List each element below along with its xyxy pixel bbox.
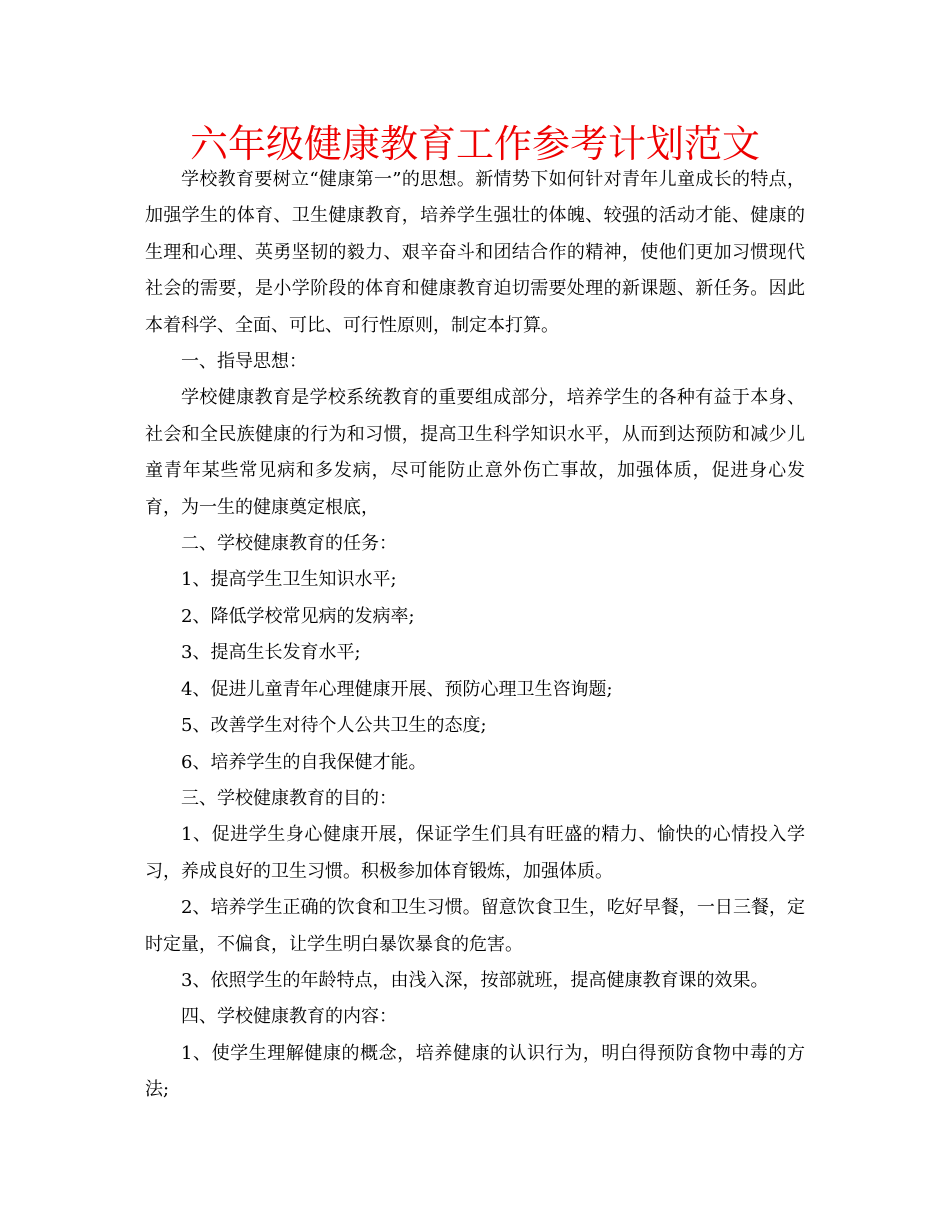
goal-item: 1、促进学生身心健康开展，保证学生们具有旺盛的精力、愉快的心情投入学习，养成良好的卫生习惯。积极参加体育锻炼，加强体质。	[145, 824, 805, 882]
task-item: 5、改善学生对待个人公共卫生的态度;	[181, 715, 487, 737]
document-title: 六年级健康教育工作参考计划范文	[189, 122, 760, 166]
goal-item: 2、培养学生正确的饮食和卫生习惯。留意饮食卫生，吃好早餐，一日三餐，定时定量，不偏食，让学生明白暴饮暴食的危害。	[145, 897, 805, 955]
task-item: 2、降低学校常见病的发病率;	[181, 605, 415, 627]
section-heading-guiding-ideology: 一、指导思想：	[181, 351, 307, 373]
paragraph-intro: 学校教育要树立“健康第一”的思想。新情势下如何针对青年儿童成长的特点，加强学生的体育、卫生健康教育，培养学生强壮的体魄、较强的活动才能、健康的生理和心理、英勇坚韧的毅力、艰辛奋斗和团结合作的精神，使他们更加习惯现代社会的需要，是小学阶段的体育和健康教育迫切需要处理的新课题、新任务。因此本着科学、全面、可比、可行性原则，制定本打算。	[145, 169, 805, 336]
goal-item: 3、依照学生的年龄特点，由浅入深，按部就班，提高健康教育课的效果。	[181, 969, 769, 991]
task-item: 6、培养学生的自我保健才能。	[181, 751, 427, 773]
content-item: 1、使学生理解健康的概念，培养健康的认识行为，明白得预防食物中毒的方法;	[145, 1042, 805, 1101]
section-heading-goals: 三、学校健康教育的目的：	[181, 787, 397, 809]
task-item: 3、提高生长发育水平;	[181, 642, 361, 664]
task-item: 4、促进儿童青年心理健康开展、预防心理卫生咨询题;	[181, 678, 613, 700]
document-body	[145, 162, 805, 1109]
task-item: 1、提高学生卫生知识水平;	[181, 569, 397, 591]
section-heading-tasks: 二、学校健康教育的任务：	[181, 533, 397, 555]
section-heading-content: 四、学校健康教育的内容：	[181, 1006, 397, 1028]
paragraph-guiding-ideology: 学校健康教育是学校系统教育的重要组成部分，培养学生的各种有益于本身、社会和全民族健康的行为和习惯，提高卫生科学知识水平，从而到达预防和减少儿童青年某些常见病和多发病，尽可能防止意外伤亡事故，加强体质，促进身心发育，为一生的健康奠定根底，	[145, 387, 805, 518]
